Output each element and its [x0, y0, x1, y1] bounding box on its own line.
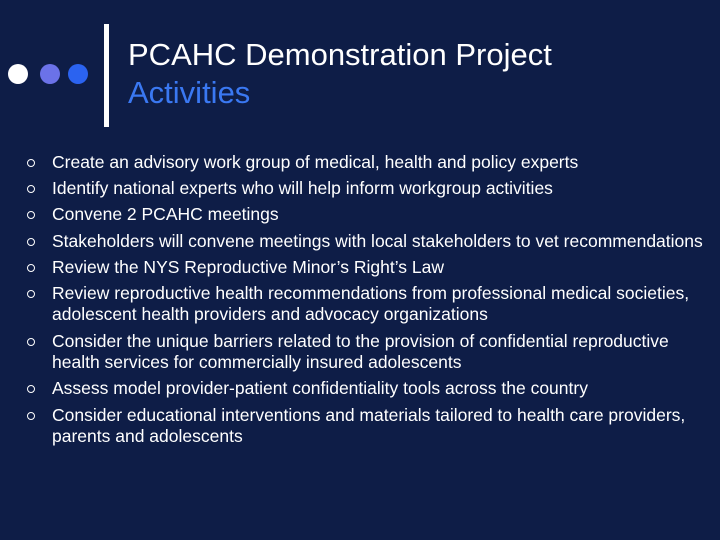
title-sub: Activities: [128, 75, 251, 110]
bullet-item: [24, 257, 704, 279]
slide-title: [128, 36, 552, 112]
bullet-item: [24, 204, 704, 226]
purple-dot-icon: [40, 64, 60, 84]
circle-bullet-icon: [27, 159, 35, 167]
bullet-item: [24, 231, 704, 253]
circle-bullet-icon: [27, 338, 35, 346]
circle-bullet-icon: [27, 185, 35, 193]
title-divider: [104, 24, 109, 127]
bullet-text: Convene 2 PCAHC meetings: [52, 204, 279, 225]
blue-dot-icon: [68, 64, 88, 84]
circle-bullet-icon: [27, 211, 35, 219]
title-main: PCAHC Demonstration Project: [128, 37, 552, 72]
bullet-text: Assess model provider-patient confidentiality tools across the country: [52, 378, 588, 399]
circle-bullet-icon: [27, 412, 35, 420]
bullet-text: Consider educational interventions and materials tailored to health care providers, parents and adolescents: [52, 404, 686, 446]
bullet-text: Consider the unique barriers related to the provision of confidential reproductive health services for commercially insured adolescents: [52, 330, 669, 373]
bullet-list: [24, 152, 704, 452]
bullet-item: [24, 152, 704, 174]
bullet-item: [24, 331, 704, 374]
bullet-text: Identify national experts who will help inform workgroup activities: [52, 178, 553, 199]
bullet-text: Review reproductive health recommendations from professional medical societies, adolescent health providers and advocacy organizations: [52, 282, 690, 325]
bullet-text: Create an advisory work group of medical, health and policy experts: [52, 152, 579, 172]
circle-bullet-icon: [27, 290, 35, 298]
circle-bullet-icon: [27, 238, 35, 246]
bullet-item: [24, 378, 704, 400]
bullet-item: [24, 405, 704, 448]
circle-bullet-icon: [27, 264, 35, 272]
bullet-item: [24, 283, 704, 326]
bullet-text: Stakeholders will convene meetings with local stakeholders to vet recommendations: [52, 230, 703, 251]
circle-bullet-icon: [27, 385, 35, 393]
decorative-dots: [8, 64, 98, 86]
bullet-item: [24, 178, 704, 200]
white-dot-icon: [8, 64, 28, 84]
bullet-text: Review the NYS Reproductive Minor’s Right’s Law: [52, 256, 444, 277]
